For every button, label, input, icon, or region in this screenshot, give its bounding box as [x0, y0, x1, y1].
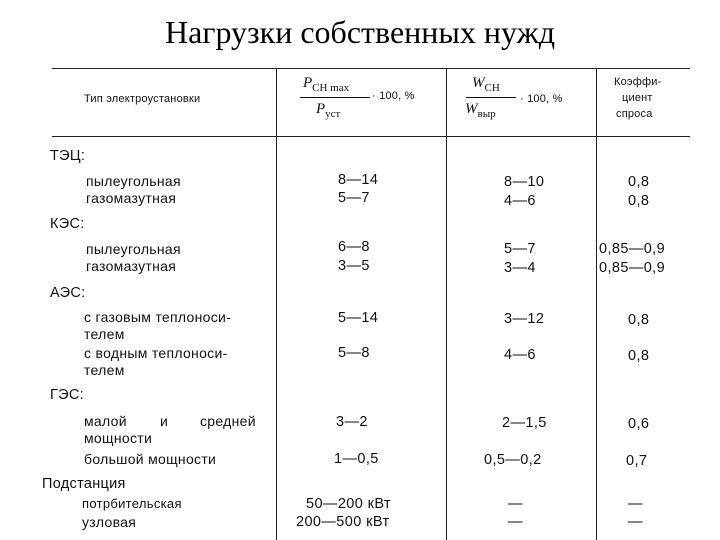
header-col-power-fraction-bar: [300, 97, 370, 98]
table-cell-coef: 0,8: [628, 348, 650, 364]
header-col-energy-numerator: $W_{CH}$: [472, 75, 500, 95]
table-cell-coef: 0,8: [628, 312, 650, 328]
table-row-label: пылеугольная: [86, 241, 181, 257]
table-row-label: малой: [84, 413, 127, 429]
page-title: Нагрузки собственных нужд: [165, 14, 555, 50]
table-cell-coef: 0,7: [626, 453, 648, 469]
table-cell-energy: —: [508, 514, 523, 530]
table-cell-power: 6—8: [338, 239, 370, 255]
table-cell-coef: 0,8: [628, 174, 650, 190]
table-row-label-part: средней: [200, 413, 256, 429]
header-col-coef-line3: спроса: [616, 108, 653, 120]
table-row-label: большой мощности: [84, 451, 217, 467]
table-cell-coef: 0,85—0,9: [599, 241, 666, 257]
table-cell-coef: —: [628, 496, 643, 512]
group-substation: Подстанция: [42, 476, 126, 492]
table-cell-power: 5—8: [338, 345, 370, 361]
table-cell-power: 200—500 кВт: [296, 514, 390, 530]
header-col-type: Тип электроустановки: [84, 93, 201, 105]
table-row-label: потрбительская: [82, 496, 182, 511]
table-cell-power: 8—14: [338, 172, 379, 188]
table-cell-power: 5—14: [338, 310, 379, 326]
table-row-label-cont: телем: [84, 326, 125, 342]
table-cell-coef: 0,6: [628, 416, 650, 432]
header-bottom-rule: [52, 136, 690, 137]
table-row-label: газомазутная: [86, 190, 177, 206]
table-cell-power: 3—5: [338, 258, 370, 274]
table-cell-energy: 8—10: [504, 174, 545, 190]
table-row-label-cont: телем: [84, 362, 125, 378]
table-cell-energy: 4—6: [504, 193, 536, 209]
table-cell-energy: 4—6: [504, 347, 536, 363]
header-col-energy-tail: · 100, %: [520, 93, 563, 105]
header-col-coef-line2: циент: [622, 92, 653, 104]
table-cell-coef: 0,85—0,9: [599, 260, 666, 276]
table-cell-power: 5—7: [338, 190, 370, 206]
table-cell-power: 50—200 кВт: [306, 496, 392, 512]
header-col-energy-fraction-bar: [466, 97, 516, 98]
column-divider-3: [596, 68, 597, 540]
group-tec: ТЭЦ:: [50, 148, 86, 164]
table-row-label: с газовым теплоноси-: [84, 309, 232, 325]
table-cell-energy: —: [508, 496, 523, 512]
header-col-power-denominator: $P_{уст}$: [316, 101, 341, 121]
table-cell-energy: 2—1,5: [502, 415, 547, 431]
column-divider-2: [446, 68, 447, 540]
table-row-label-cont: мощности: [84, 430, 153, 446]
table-row-label: с водным теплоноси-: [84, 345, 228, 361]
header-col-coef-line1: Коэффи-: [614, 76, 662, 88]
table-cell-power: 3—2: [336, 414, 368, 430]
column-divider-1: [276, 68, 277, 540]
group-kes: КЭС:: [50, 216, 85, 232]
header-col-power-tail: · 100, %: [372, 90, 415, 102]
table-cell-energy: 5—7: [504, 241, 536, 257]
header-col-power-numerator: $P_{CH max}$: [303, 75, 350, 95]
table-cell-energy: 3—12: [504, 311, 545, 327]
group-ges: ГЭС:: [50, 387, 84, 403]
table-cell-coef: —: [628, 514, 643, 530]
table-row-label: пылеугольная: [86, 173, 181, 189]
table-row-label-part: и: [160, 413, 169, 429]
table-row-label: узловая: [82, 514, 137, 530]
table-cell-energy: 0,5—0,2: [484, 452, 542, 468]
group-aes: АЭС:: [50, 285, 86, 301]
table-cell-coef: 0,8: [628, 193, 650, 209]
table-top-rule: [52, 68, 690, 69]
table-row-label: газомазутная: [86, 258, 177, 274]
table-cell-power: 1—0,5: [334, 451, 379, 467]
header-col-energy-denominator: $W_{выр}$: [465, 101, 496, 121]
table-cell-energy: 3—4: [504, 260, 536, 276]
